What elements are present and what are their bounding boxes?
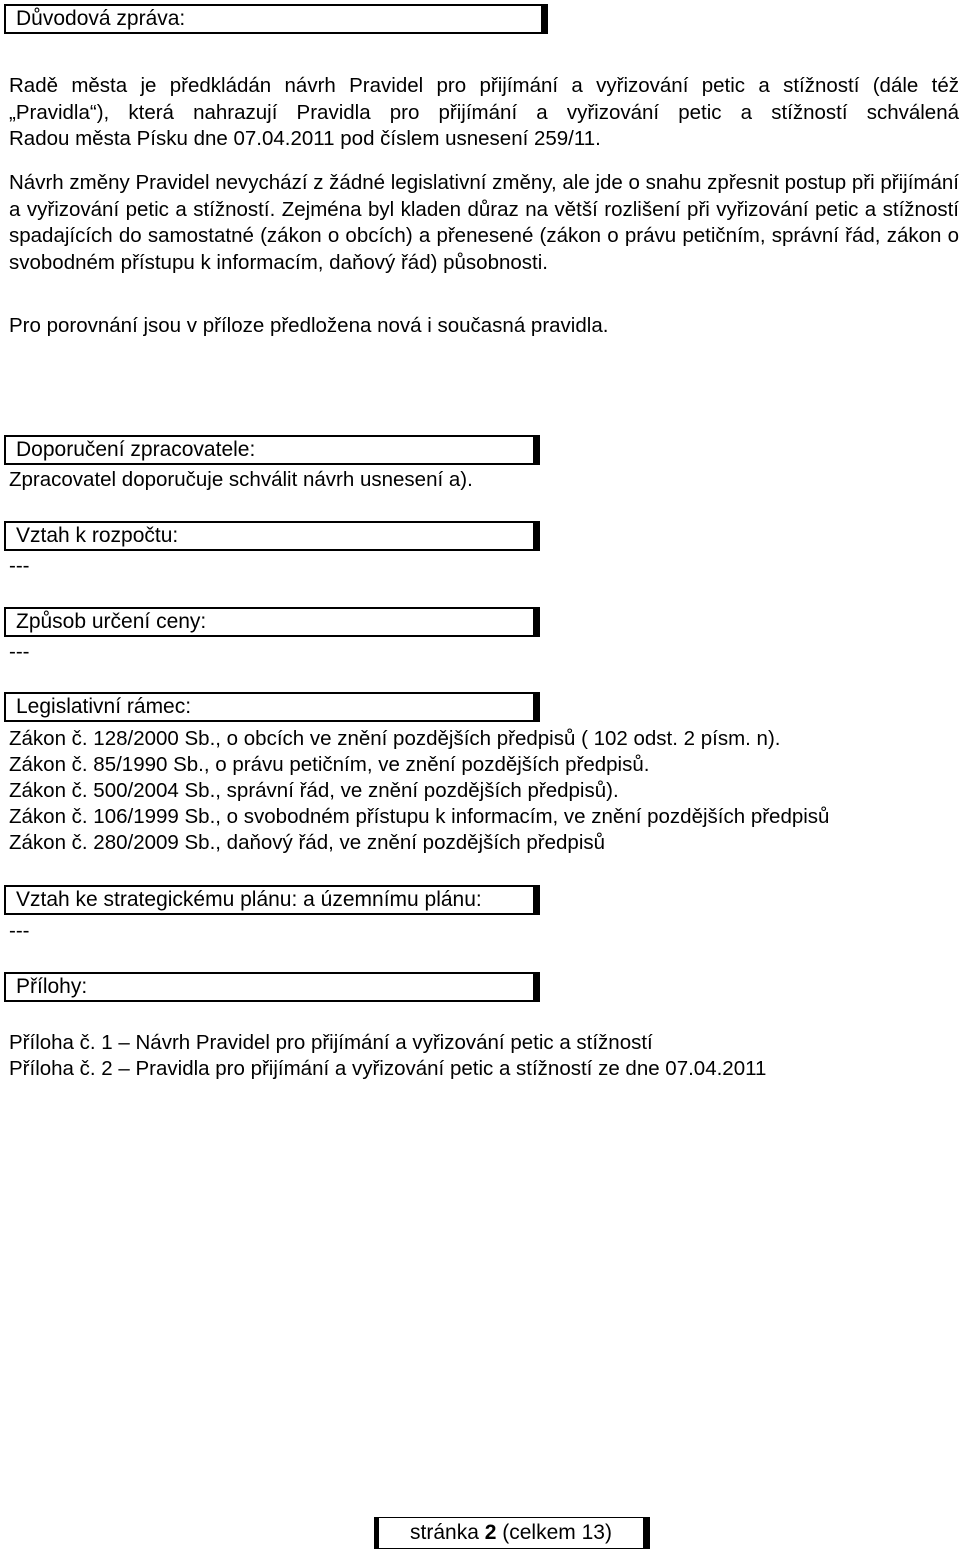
- law-item: Zákon č. 85/1990 Sb., o právu petičním, ve znění pozdějších předpisů.: [9, 753, 650, 776]
- heading-zpusob-urceni-ceny: Způsob určení ceny:: [4, 607, 540, 637]
- law-item: Zákon č. 280/2009 Sb., daňový řád, ve znění pozdějších předpisů: [9, 831, 606, 854]
- page-number-current: 2: [484, 1521, 497, 1544]
- paragraph-intro-line-1: Radě města je předkládán návrh Pravidel pro přijímání a vyřizování petic a stížností (dále též: [9, 74, 959, 97]
- law-item: Zákon č. 500/2004 Sb., správní řád, ve znění pozdějších předpisů).: [9, 779, 619, 802]
- strategicky-text: ---: [9, 919, 30, 942]
- attachment-item: Příloha č. 2 – Pravidla pro přijímání a vyřizování petic a stížností ze dne 07.04.2011: [9, 1057, 767, 1080]
- page-number-prefix: stránka: [410, 1521, 485, 1544]
- heading-vztah-k-rozpoctu: Vztah k rozpočtu:: [4, 521, 540, 551]
- paragraph-comparison: Pro porovnání jsou v příloze předložena nová i současná pravidla.: [9, 314, 609, 337]
- heading-vztah-ke-strategickemu-planu: Vztah ke strategickému plánu: a územnímu plánu:: [4, 885, 540, 915]
- law-item: Zákon č. 106/1999 Sb., o svobodném přístupu k informacím, ve znění pozdějších předpisů: [9, 805, 830, 828]
- paragraph-changes: Návrh změny Pravidel nevychází z žádné legislativní změny, ale jde o snahu zpřesnit postup při přijímání a vyřizování petic a stížností. Zejména byl kladen důraz na větší rozlišení při vyřizování petic a stížností spadajících do samostatné (zákon o obcích) a přenesené (zákon o právu petičním, správní řád, zákon o svobodném přístupu k informacím, daňový řád) působnosti.: [9, 171, 959, 274]
- attachment-item: Příloha č. 1 – Návrh Pravidel pro přijímání a vyřizování petic a stížností: [9, 1031, 653, 1054]
- paragraph-intro-line-2: „Pravidla“), která nahrazují Pravidla pro přijímání a vyřizování petic a stížností schválená: [9, 100, 959, 124]
- heading-legislativni-ramec: Legislativní rámec:: [4, 692, 540, 722]
- heading-doporuceni: Doporučení zpracovatele:: [4, 435, 540, 465]
- heading-duvodova-zprava: Důvodová zpráva:: [4, 4, 548, 34]
- rozpocet-text: ---: [9, 554, 30, 577]
- doporuceni-text: Zpracovatel doporučuje schválit návrh usnesení a).: [9, 468, 473, 491]
- heading-prilohy: Přílohy:: [4, 972, 540, 1002]
- page-number-box: [374, 1517, 650, 1549]
- law-item: Zákon č. 128/2000 Sb., o obcích ve znění pozdějších předpisů ( 102 odst. 2 písm. n).: [9, 727, 781, 750]
- page-number-total: (celkem 13): [496, 1521, 612, 1544]
- cena-text: ---: [9, 640, 30, 663]
- paragraph-intro-line-3: Radou města Písku dne 07.04.2011 pod číslem usnesení 259/11.: [9, 127, 601, 150]
